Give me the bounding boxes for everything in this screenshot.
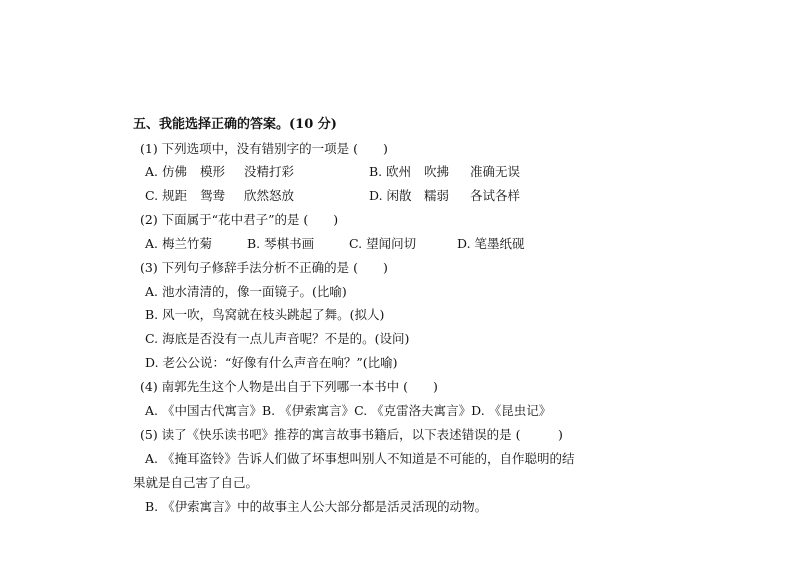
q1-option-d-word3: 各试各样: [470, 188, 521, 203]
q5-option-a-line-1: A. 《掩耳盗铃》告诉人们做了坏事想叫别人不知道是不可能的，自作聪明的结: [145, 451, 575, 466]
q2-stem: (2) 下面属于“花中君子”的是 ( ): [140, 212, 339, 227]
q4-stem: (4) 南郭先生这个人物是出自于下列哪一本书中 ( ): [140, 379, 438, 394]
q2-option-d: D. 笔墨纸砚: [457, 236, 525, 251]
q2-option-c: C. 望闻问切: [349, 236, 417, 251]
section-title: 五、我能选择正确的答案。(10 分): [133, 117, 337, 132]
q3-option-d: D. 老公公说：“好像有什么声音在响？”(比喻): [145, 355, 398, 370]
q1-option-c-label: C. 规距: [145, 188, 188, 203]
q1-option-b-label: B. 欧州: [369, 164, 412, 179]
q1-stem: (1) 下列选项中，没有错别字的一项是 ( ): [140, 141, 388, 156]
q1-option-c-word2: 鸳鸯: [200, 188, 226, 203]
q3-option-b: B. 风一吹，鸟窝就在枝头跳起了舞。(拟人): [145, 307, 385, 322]
q2-option-a: A. 梅兰竹菊: [145, 236, 212, 251]
q3-stem: (3) 下列句子修辞手法分析不正确的是 ( ): [140, 260, 388, 275]
q1-option-d-label: D. 闲散: [369, 188, 412, 203]
q3-option-a: A. 池水清清的，像一面镜子。(比喻): [145, 284, 347, 299]
q1-option-c-word3: 欣然怒放: [244, 188, 295, 203]
q1-option-a-word3: 没精打彩: [244, 164, 295, 179]
q4-options: A. 《中国古代寓言》B. 《伊索寓言》C. 《克雷洛夫寓言》D. 《昆虫记》: [145, 403, 552, 418]
q5-stem: (5) 读了《快乐读书吧》推荐的寓言故事书籍后，以下表述错误的是 ( ): [140, 427, 563, 442]
q1-option-b-word3: 准确无误: [470, 164, 521, 179]
q1-option-a-label: A. 仿佛: [145, 164, 187, 179]
q2-option-b: B. 琴棋书画: [247, 236, 315, 251]
q1-option-b-word2: 吹拂: [424, 164, 450, 179]
q3-option-c: C. 海底是否没有一点儿声音呢？不是的。(设问): [145, 331, 410, 346]
q1-option-d-word2: 糯弱: [424, 188, 450, 203]
q5-option-b: B. 《伊索寓言》中的故事主人公大部分都是活灵活现的动物。: [145, 499, 488, 514]
q1-option-a-word2: 模形: [200, 164, 226, 179]
q5-option-a-line-2: 果就是自己害了自己。: [133, 475, 259, 490]
